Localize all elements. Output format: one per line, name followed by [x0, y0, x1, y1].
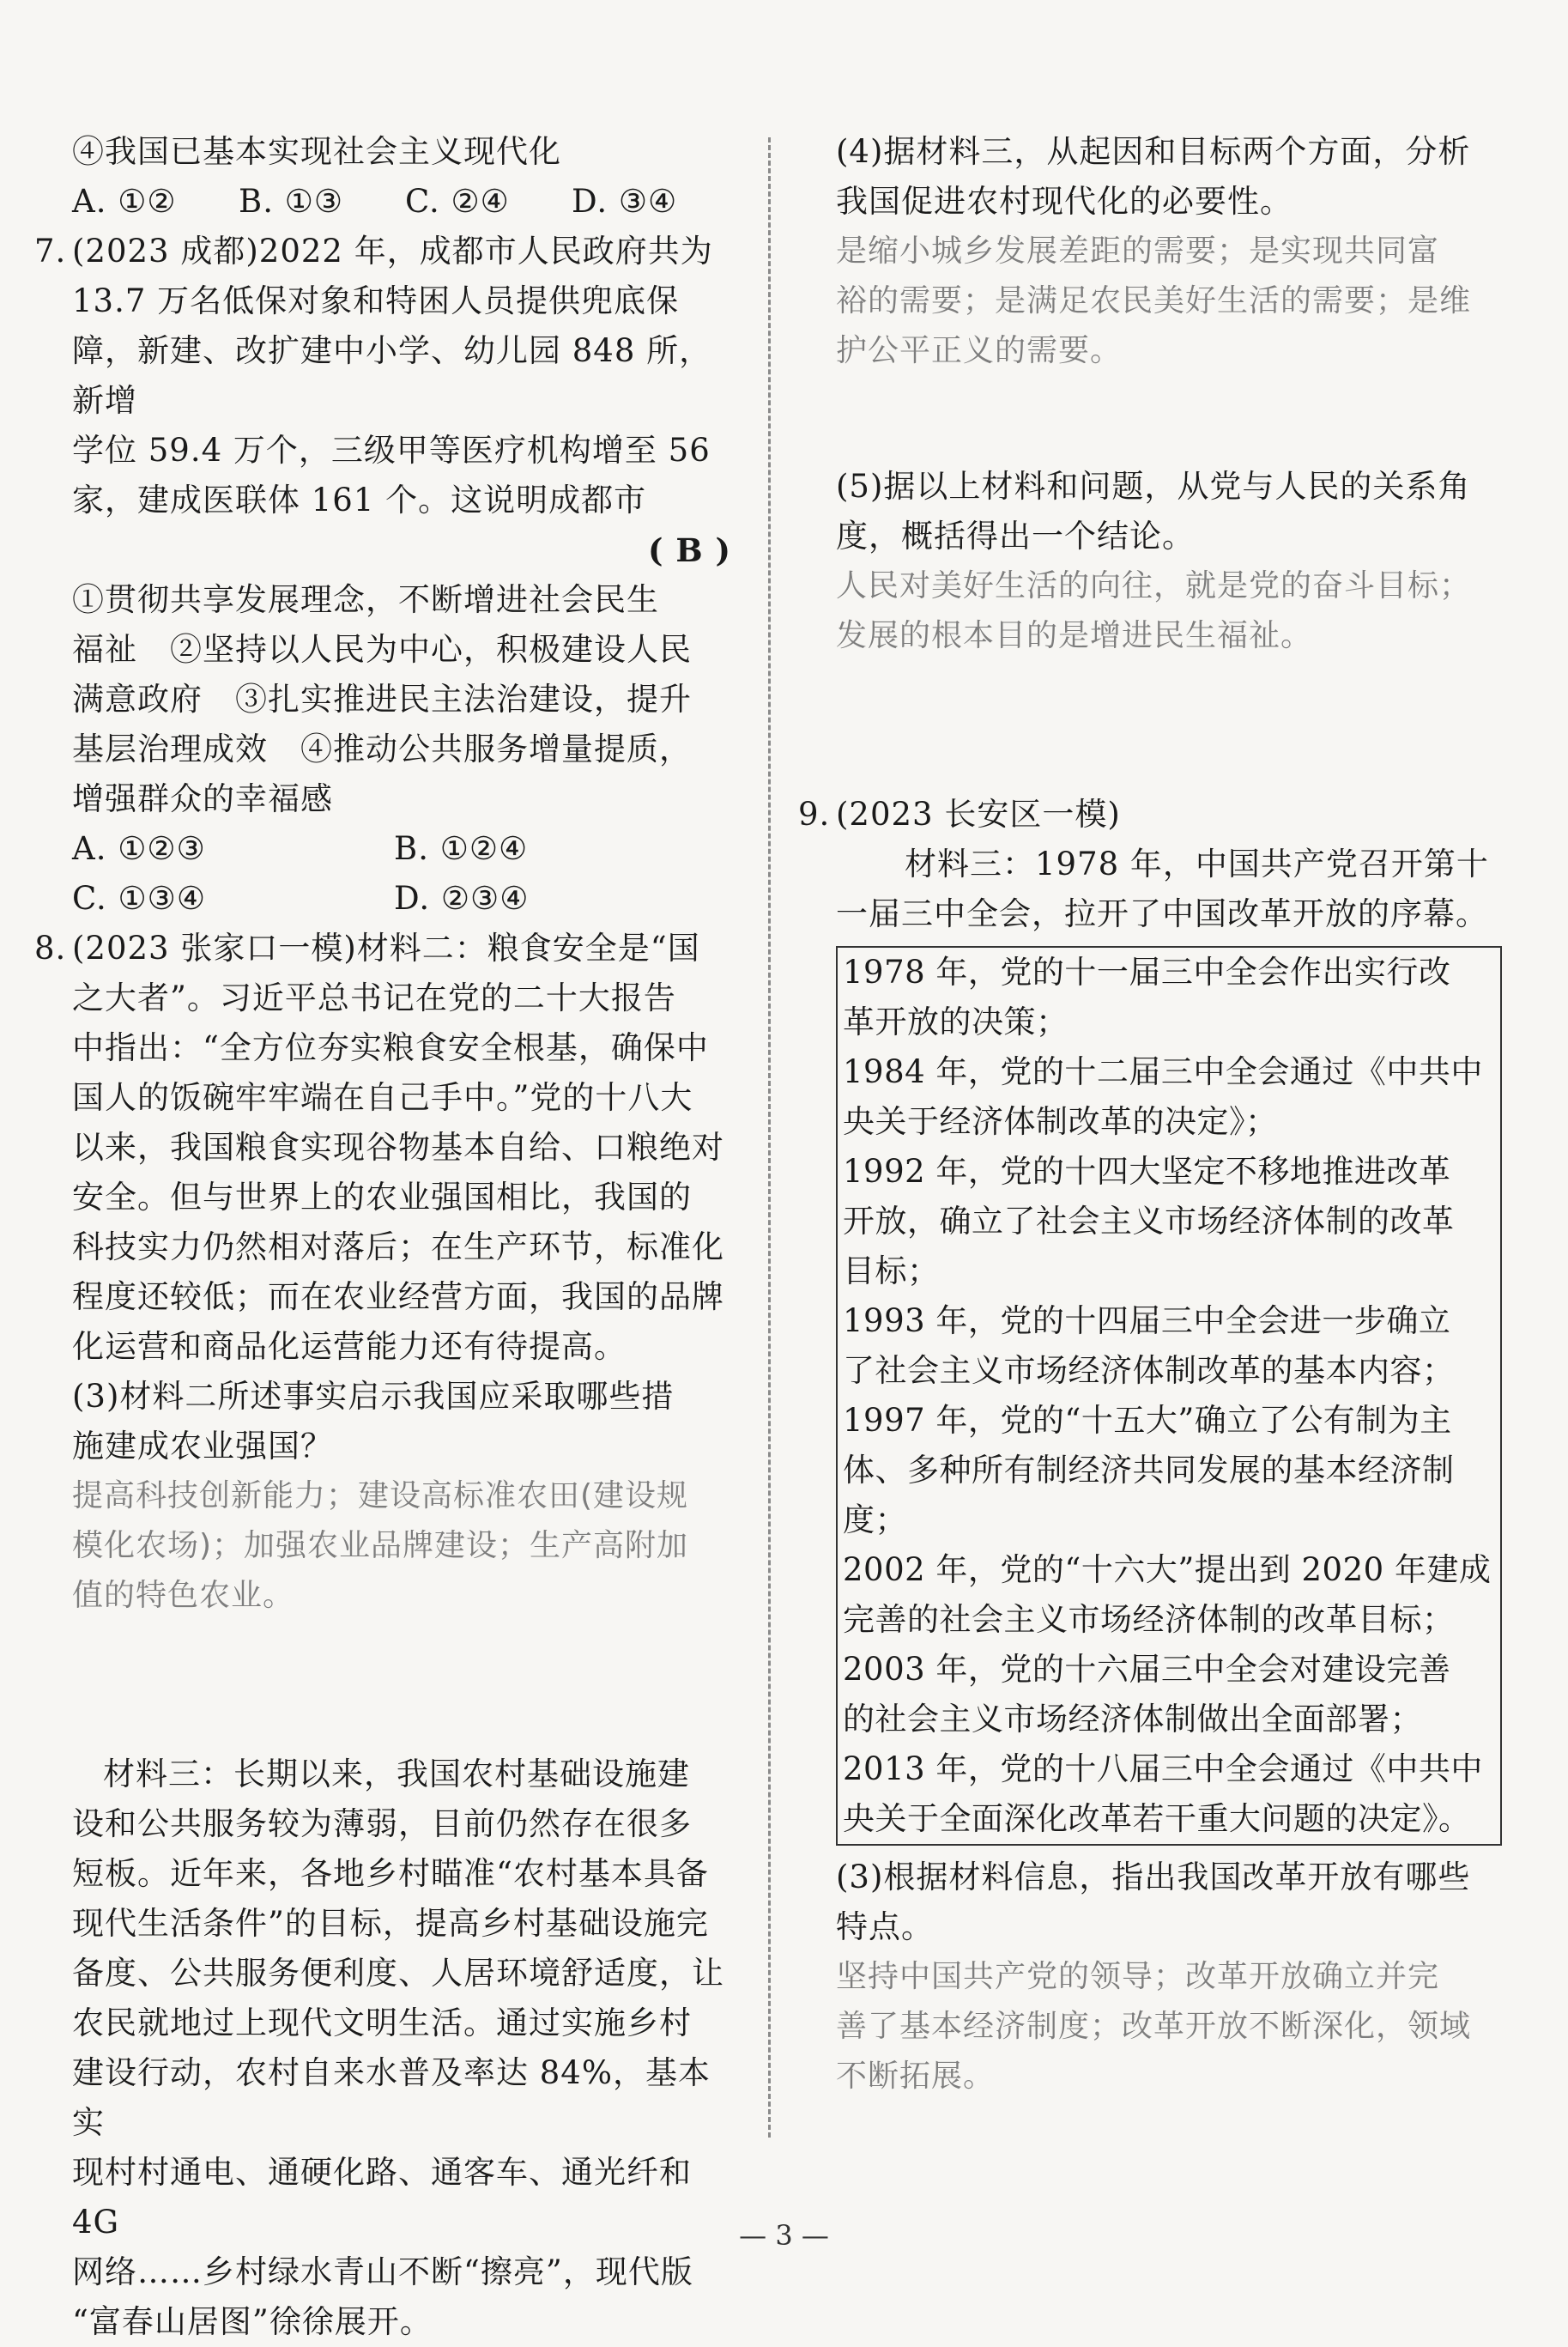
q7-options-row1 — [72, 824, 738, 874]
question-9 — [798, 790, 1519, 939]
column-divider — [768, 137, 771, 2138]
q8-material2-line: 科技实力仍然相对落后；在生产环节，标准化 — [72, 1228, 724, 1265]
q9-material-box — [836, 946, 1502, 1846]
q8-material3-line: 建设行动，农村自来水普及率达 84%，基本实 — [72, 2054, 711, 2141]
q8-sub3-answer: 模化农场)；加强农业品牌建设；生产高附加 — [72, 1528, 689, 1563]
q8-sub3-question: (3)材料二所述事实启示我国应采取哪些措 — [72, 1378, 675, 1415]
q8-sub5 — [798, 462, 1519, 661]
q9-sub3-answer: 不断拓展。 — [836, 2059, 996, 2094]
box-line: 央关于经济体制改革的决定》； — [843, 1103, 1278, 1140]
q9-sub3 — [798, 1853, 1519, 2101]
q7-statement-line: 增强群众的幸福感 — [72, 780, 333, 817]
box-line: 目标； — [843, 1252, 940, 1289]
box-line: 2003 年，党的十六届三中全会对建设完善 — [843, 1651, 1451, 1688]
q8-sub5-question: (5)据以上材料和问题，从党与人民的关系角 — [836, 468, 1471, 505]
q9-sub3-answer: 坚持中国共产党的领导；改革开放确立并完 — [836, 1959, 1440, 1994]
box-line: 完善的社会主义市场经济体制的改革目标； — [843, 1601, 1455, 1638]
q7-option-b: B. ①②④ — [394, 830, 529, 867]
q7-statement-line: 福祉 ②坚持以人民为中心，积极建设人民 — [72, 631, 692, 668]
q8-material3-line: 网络……乡村绿水青山不断“擦亮”，现代版 — [72, 2253, 693, 2290]
q8-material2-line: 程度还较低；而在农业经营方面，我国的品牌 — [72, 1278, 724, 1315]
q7-options-row2 — [72, 874, 738, 924]
q8-sub4-answer: 裕的需要；是满足农民美好生活的需要；是维 — [836, 283, 1472, 318]
box-line: 2002 年，党的“十六大”提出到 2020 年建成 — [843, 1551, 1492, 1588]
q7-statement-line: ①贯彻共享发展理念，不断增进社会民生 — [72, 581, 659, 618]
answer-space — [798, 661, 1519, 790]
q6-options — [72, 177, 738, 227]
q8-material3-line: 现村村通电、通硬化路、通客车、通光纤和 4G — [72, 2154, 692, 2241]
q8-sub3-answer: 提高科技创新能力；建设高标准农田(建设规 — [72, 1478, 689, 1513]
q8-material2-line: 安全。但与世界上的农业强国相比，我国的 — [72, 1179, 692, 1216]
q8-material3-line: “富春山居图”徐徐展开。 — [72, 2303, 433, 2340]
question-8 — [34, 924, 738, 2347]
q9-material3-line: 一届三中全会，拉开了中国改革开放的序幕。 — [836, 895, 1488, 932]
q8-material3-line: 材料三：长期以来，我国农村基础设施建 — [103, 1756, 690, 1792]
q6-option-c: C. ②④ — [405, 183, 510, 220]
question-7 — [34, 227, 738, 924]
box-line: 1993 年，党的十四届三中全会进一步确立 — [843, 1302, 1451, 1339]
q8-sub4-question: (4)据材料三，从起因和目标两个方面，分析 — [836, 133, 1471, 170]
q7-stem-line: 家，建成医联体 161 个。这说明成都市 — [72, 482, 647, 519]
q7-option-c: C. ①③④ — [72, 880, 207, 917]
q6-option-a: A. ①② — [72, 183, 177, 220]
q7-statement-line: 满意政府 ③扎实推进民主法治建设，提升 — [72, 681, 692, 718]
q6-option-d: D. ③④ — [572, 183, 678, 220]
q8-material3-line: 短板。近年来，各地乡村瞄准“农村基本具备 — [72, 1855, 709, 1892]
q7-statement-line: 基层治理成效 ④推动公共服务增量提质， — [72, 731, 692, 767]
box-line: 的社会主义市场经济体制做出全面部署； — [843, 1701, 1422, 1738]
q8-sub5-answer: 发展的根本目的是增进民生福祉。 — [836, 618, 1313, 653]
box-line: 度； — [843, 1501, 907, 1538]
q8-sub5-answer: 人民对美好生活的向往，就是党的奋斗目标； — [836, 568, 1472, 603]
box-line: 了社会主义市场经济体制改革的基本内容； — [843, 1352, 1455, 1389]
page-number: — 3 — — [739, 2219, 829, 2252]
q8-material3-line: 设和公共服务较为薄弱，目前仍然存在很多 — [72, 1805, 692, 1842]
q6-statement-4: ④我国已基本实现社会主义现代化 — [72, 133, 561, 170]
q7-option-a: A. ①②③ — [72, 830, 206, 867]
box-line: 开放，确立了社会主义市场经济体制的改革 — [843, 1203, 1455, 1240]
q8-material2-line: 之大者”。习近平总书记在党的二十大报告 — [72, 979, 676, 1016]
q8-sub4-answer: 是缩小城乡发展差距的需要；是实现共同富 — [836, 233, 1440, 269]
q8-sub4 — [798, 127, 1519, 376]
box-line: 2013 年，党的十八届三中全会通过《中共中 — [843, 1750, 1483, 1787]
q6-option-b: B. ①③ — [239, 183, 344, 220]
q7-answer-bracket: ( B ) — [647, 531, 731, 569]
q7-stem-line: 障，新建、改扩建中小学、幼儿园 848 所，新增 — [72, 332, 712, 419]
q9-number: 9. — [798, 796, 831, 833]
q8-sub4-answer: 护公平正义的需要。 — [836, 333, 1123, 368]
box-line: 革开放的决策； — [843, 1004, 1069, 1040]
q8-sub5-question: 度，概括得出一个结论。 — [836, 518, 1195, 555]
box-line: 1984 年，党的十二届三中全会通过《中共中 — [843, 1053, 1483, 1090]
q7-number: 7. — [34, 233, 67, 270]
answer-space — [72, 1621, 738, 1750]
q7-stem-line: 学位 59.4 万个，三级甲等医疗机构增至 56 — [72, 432, 711, 469]
q8-material3-line: 农民就地过上现代文明生活。通过实施乡村 — [72, 2004, 692, 2041]
q8-material2-line: 国人的饭碗牢牢端在自己手中。”党的十八大 — [72, 1079, 693, 1116]
q8-number: 8. — [34, 930, 67, 967]
q7-stem-line: 13.7 万名低保对象和特困人员提供兜底保 — [72, 282, 680, 319]
q7-option-d: D. ②③④ — [394, 880, 530, 917]
box-line: 1997 年，党的“十五大”确立了公有制为主 — [843, 1402, 1452, 1439]
q9-sub3-question: (3)根据材料信息，指出我国改革开放有哪些 — [836, 1859, 1471, 1895]
q7-stem-line: 7. (2023 成都)2022 年，成都市人民政府共为 — [72, 227, 738, 276]
q9-sub3-question: 特点。 — [836, 1908, 934, 1945]
q9-source: 9. (2023 长安区一模) — [836, 790, 1519, 840]
q8-material2-line: 化运营和商品化运营能力还有待提高。 — [72, 1328, 627, 1365]
q9-sub3-answer: 善了基本经济制度；改革开放不断深化，领域 — [836, 2009, 1472, 2044]
answer-space — [798, 376, 1519, 462]
box-line: 1978 年，党的十一届三中全会作出实行改 — [843, 954, 1451, 991]
q6-tail — [34, 127, 738, 227]
q8-sub3-question: 施建成农业强国？ — [72, 1428, 333, 1465]
right-column — [798, 127, 1519, 2101]
q8-material2-line: 8. (2023 张家口一模)材料二：粮食安全是“国 — [72, 924, 738, 973]
q8-material2-line: 中指出：“全方位夯实粮食安全根基，确保中 — [72, 1029, 709, 1066]
q9-material3-line: 材料三：1978 年，中国共产党召开第十 — [905, 846, 1489, 882]
q8-material3-line: 备度、公共服务便利度、人居环境舒适度，让 — [72, 1955, 724, 1992]
left-column — [34, 127, 738, 2347]
q8-material2-line: 以来，我国粮食实现谷物基本自给、口粮绝对 — [72, 1129, 724, 1166]
q8-sub4-question: 我国促进农村现代化的必要性。 — [836, 183, 1293, 220]
q8-sub3-answer: 值的特色农业。 — [72, 1578, 295, 1613]
box-line: 央关于全面深化改革若干重大问题的决定》。 — [843, 1800, 1471, 1837]
box-line: 体、多种所有制经济共同发展的基本经济制 — [843, 1452, 1455, 1489]
q8-material3-line: 现代生活条件”的目标，提高乡村基础设施完 — [72, 1905, 709, 1942]
box-line: 1992 年，党的十四大坚定不移地推进改革 — [843, 1153, 1451, 1190]
